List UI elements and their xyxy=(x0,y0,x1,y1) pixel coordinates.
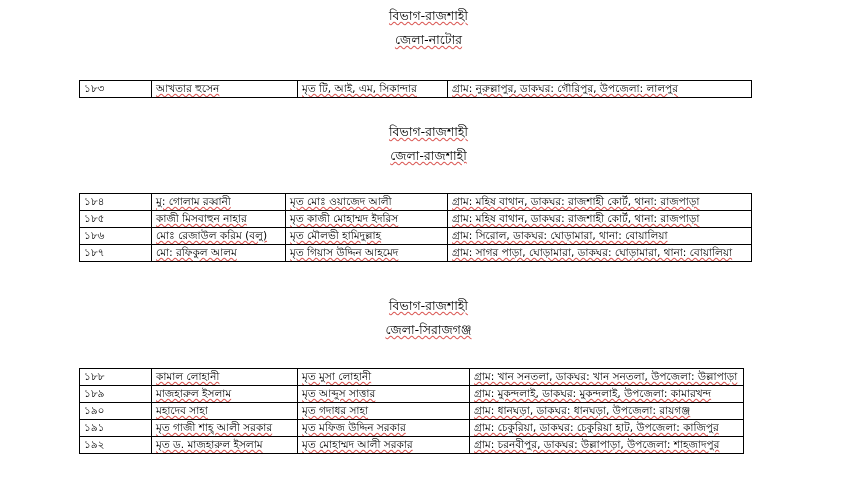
division-heading-1: বিভাগ-রাজশাহী xyxy=(388,8,469,23)
serial-cell: ১৯১ xyxy=(80,420,152,437)
name-cell: মৃত গাজী শাহ্ আলী সরকার xyxy=(152,420,298,437)
table-row xyxy=(80,437,744,454)
father-cell: মৃত আব্দুস সাত্তার xyxy=(298,386,470,403)
name-cell: মহাদেব সাহা xyxy=(152,403,298,420)
serial-cell: ১৮৭ xyxy=(80,245,152,262)
serial-cell: ১৮৬ xyxy=(80,228,152,245)
district-heading-sirajganj: জেলা-সিরাজগঞ্জ xyxy=(385,322,472,337)
table-row xyxy=(80,245,752,262)
serial-cell: ১৮৯ xyxy=(80,386,152,403)
serial-cell: ১৮৩ xyxy=(80,81,152,98)
records-table-rajshahi xyxy=(79,193,752,262)
address-cell: গ্রাম: মহিষ বাথান, ডাকঘর: রাজশাহী কোর্ট, থানা: রাজপাড়া xyxy=(448,194,752,211)
serial-cell: ১৮৪ xyxy=(80,194,152,211)
table-row xyxy=(80,211,752,228)
table-row xyxy=(80,386,744,403)
serial-cell: ১৯২ xyxy=(80,437,152,454)
records-table-sirajganj xyxy=(79,368,744,454)
table-row xyxy=(80,403,744,420)
district-heading-rajshahi: জেলা-রাজশাহী xyxy=(390,148,467,163)
address-cell: গ্রাম: ধানঘড়া, ডাকঘর: ধানঘড়া, উপজেলা: রায়গঞ্জ xyxy=(470,403,744,420)
address-cell: গ্রাম: চেকুরিয়া, ডাকঘর: চেকুরিয়া হাট, উপজেলা: কাজিপুর xyxy=(470,420,744,437)
name-cell: মু: গোলাম রব্বানী xyxy=(152,194,286,211)
serial-cell: ১৯০ xyxy=(80,403,152,420)
table-row xyxy=(80,194,752,211)
address-cell: গ্রাম: সিরোল, ডাকঘর: ঘোড়ামারা, থানা: বোয়ালিয়া xyxy=(448,228,752,245)
table-row xyxy=(80,420,744,437)
address-cell: গ্রাম: সাগর পাড়া, ঘোড়ামারা, ডাকঘর: ঘোড়ামারা, থানা: বোয়ালিয়া xyxy=(448,245,752,262)
father-cell: মৃত মৌলভী হামিদুল্লাহ xyxy=(286,228,448,245)
table-row xyxy=(80,369,744,386)
father-cell: মৃত মুসা লোহানী xyxy=(298,369,470,386)
father-cell: মৃত কাজী মোহাম্মদ ইদরিস xyxy=(286,211,448,228)
address-cell: গ্রাম: খান সনতলা, ডাকঘর: খান সনতলা, উপজেলা: উল্লাপাড়া xyxy=(470,369,744,386)
division-heading-2: বিভাগ-রাজশাহী xyxy=(388,124,469,139)
address-cell: গ্রাম: নুরুল্লাপুর, ডাকঘর: গৌরিপুর, উপজেলা: লালপুর xyxy=(448,81,752,98)
name-cell: মো: রফিকুল আলম xyxy=(152,245,286,262)
father-cell: মৃত গিয়াস উদ্দিন আহমেদ xyxy=(286,245,448,262)
serial-cell: ১৮৮ xyxy=(80,369,152,386)
name-cell: মোঃ রেজাউল করিম (বলু) xyxy=(152,228,286,245)
serial-cell: ১৮৫ xyxy=(80,211,152,228)
name-cell: মাজহারুল ইসলাম xyxy=(152,386,298,403)
father-cell: মৃত মোহাম্মদ আলী সরকার xyxy=(298,437,470,454)
records-table-natore xyxy=(79,80,752,98)
father-cell: মৃত গদাধর সাহা xyxy=(298,403,470,420)
father-cell: মৃত টি, আই, এম, সিকান্দার xyxy=(298,81,448,98)
father-cell: মৃত মোঃ ওয়াজেদ আলী xyxy=(286,194,448,211)
name-cell: মৃত ড. মাজহারুল ইসলাম xyxy=(152,437,298,454)
address-cell: গ্রাম: মহিষ বাথান, ডাকঘর: রাজশাহী কোর্ট, থানা: রাজপাড়া xyxy=(448,211,752,228)
address-cell: গ্রাম: চরনবীপুর, ডাকঘর: উল্লাপাড়া, উপজেলা: শাহজাদপুর xyxy=(470,437,744,454)
table-row xyxy=(80,81,752,98)
name-cell: কামাল লোহানী xyxy=(152,369,298,386)
address-cell: গ্রাম: মুকন্দলাই, ডাকঘর: মুকন্দলাই, উপজেলা: কামারখন্দ xyxy=(470,386,744,403)
name-cell: কাজী মিসবাহুন নাহার xyxy=(152,211,286,228)
name-cell: আখতার হুসেন xyxy=(152,81,298,98)
father-cell: মৃত মফিজ উদ্দিন সরকার xyxy=(298,420,470,437)
table-row xyxy=(80,228,752,245)
district-heading-natore: জেলা-নাটোর xyxy=(394,32,463,47)
division-heading-3: বিভাগ-রাজশাহী xyxy=(388,298,469,313)
